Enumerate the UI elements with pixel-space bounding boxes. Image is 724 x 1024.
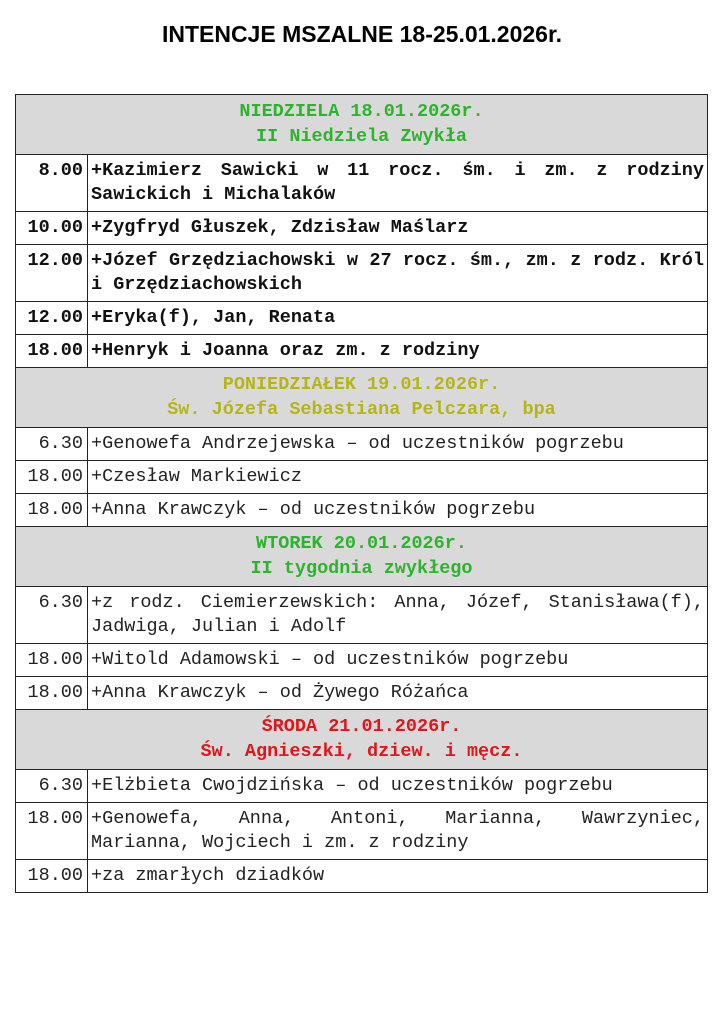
mass-intention: +Anna Krawczyk – od Żywego Różańca	[88, 677, 708, 710]
day-header-row	[16, 710, 708, 770]
table-row	[16, 677, 708, 710]
mass-intention: +Eryka(f), Jan, Renata	[88, 302, 708, 335]
mass-time: 10.00	[16, 212, 88, 245]
mass-intentions-table	[15, 94, 708, 893]
mass-time: 12.00	[16, 302, 88, 335]
day-header	[16, 368, 708, 428]
day-feast: Św. Agnieszki, dziew. i męcz.	[200, 741, 523, 762]
mass-time: 18.00	[16, 644, 88, 677]
table-row	[16, 212, 708, 245]
table-row	[16, 803, 708, 860]
day-date: NIEDZIELA 18.01.2026r.	[239, 101, 484, 122]
mass-time: 6.30	[16, 428, 88, 461]
table-row	[16, 428, 708, 461]
table-row	[16, 461, 708, 494]
table-row	[16, 335, 708, 368]
mass-time: 8.00	[16, 155, 88, 212]
table-row	[16, 770, 708, 803]
table-row	[16, 587, 708, 644]
mass-intention: +Genowefa, Anna, Antoni, Marianna, Wawrzyniec, Marianna, Wojciech i zm. z rodziny	[88, 803, 708, 860]
day-header-row	[16, 527, 708, 587]
table-row	[16, 155, 708, 212]
day-header	[16, 527, 708, 587]
mass-intention: +Elżbieta Cwojdzińska – od uczestników pogrzebu	[88, 770, 708, 803]
mass-intention: +Genowefa Andrzejewska – od uczestników pogrzebu	[88, 428, 708, 461]
table-row	[16, 644, 708, 677]
mass-time: 18.00	[16, 461, 88, 494]
mass-time: 18.00	[16, 335, 88, 368]
day-header	[16, 95, 708, 155]
day-header-row	[16, 95, 708, 155]
table-row	[16, 302, 708, 335]
page-title: INTENCJE MSZALNE 18-25.01.2026r.	[161, 21, 563, 47]
day-feast: Św. Józefa Sebastiana Pelczara, bpa	[167, 399, 556, 420]
mass-time: 18.00	[16, 803, 88, 860]
mass-time: 18.00	[16, 677, 88, 710]
day-date: PONIEDZIAŁEK 19.01.2026r.	[222, 374, 501, 395]
day-feast: II Niedziela Zwykła	[256, 126, 467, 147]
mass-intention: +Henryk i Joanna oraz zm. z rodziny	[88, 335, 708, 368]
mass-time: 18.00	[16, 860, 88, 893]
mass-intention: +Józef Grzędziachowski w 27 rocz. śm., zm. z rodz. Król i Grzędziachowskich	[88, 245, 708, 302]
mass-intention: +z rodz. Ciemierzewskich: Anna, Józef, Stanisława(f), Jadwiga, Julian i Adolf	[88, 587, 708, 644]
mass-intention: +Witold Adamowski – od uczestników pogrzebu	[88, 644, 708, 677]
mass-intention: +za zmarłych dziadków	[88, 860, 708, 893]
table-row	[16, 245, 708, 302]
day-date: WTOREK 20.01.2026r.	[256, 533, 467, 554]
mass-time: 6.30	[16, 587, 88, 644]
day-feast: II tygodnia zwykłego	[250, 558, 473, 579]
mass-time: 18.00	[16, 494, 88, 527]
day-date: ŚRODA 21.01.2026r.	[261, 716, 462, 737]
table-row	[16, 860, 708, 893]
day-header-row	[16, 368, 708, 428]
mass-time: 12.00	[16, 245, 88, 302]
mass-intention: +Kazimierz Sawicki w 11 rocz. śm. i zm. z rodziny Sawickich i Michalaków	[88, 155, 708, 212]
mass-intention: +Zygfryd Głuszek, Zdzisław Maślarz	[88, 212, 708, 245]
day-header	[16, 710, 708, 770]
mass-intention: +Anna Krawczyk – od uczestników pogrzebu	[88, 494, 708, 527]
mass-intention: +Czesław Markiewicz	[88, 461, 708, 494]
mass-time: 6.30	[16, 770, 88, 803]
table-row	[16, 494, 708, 527]
